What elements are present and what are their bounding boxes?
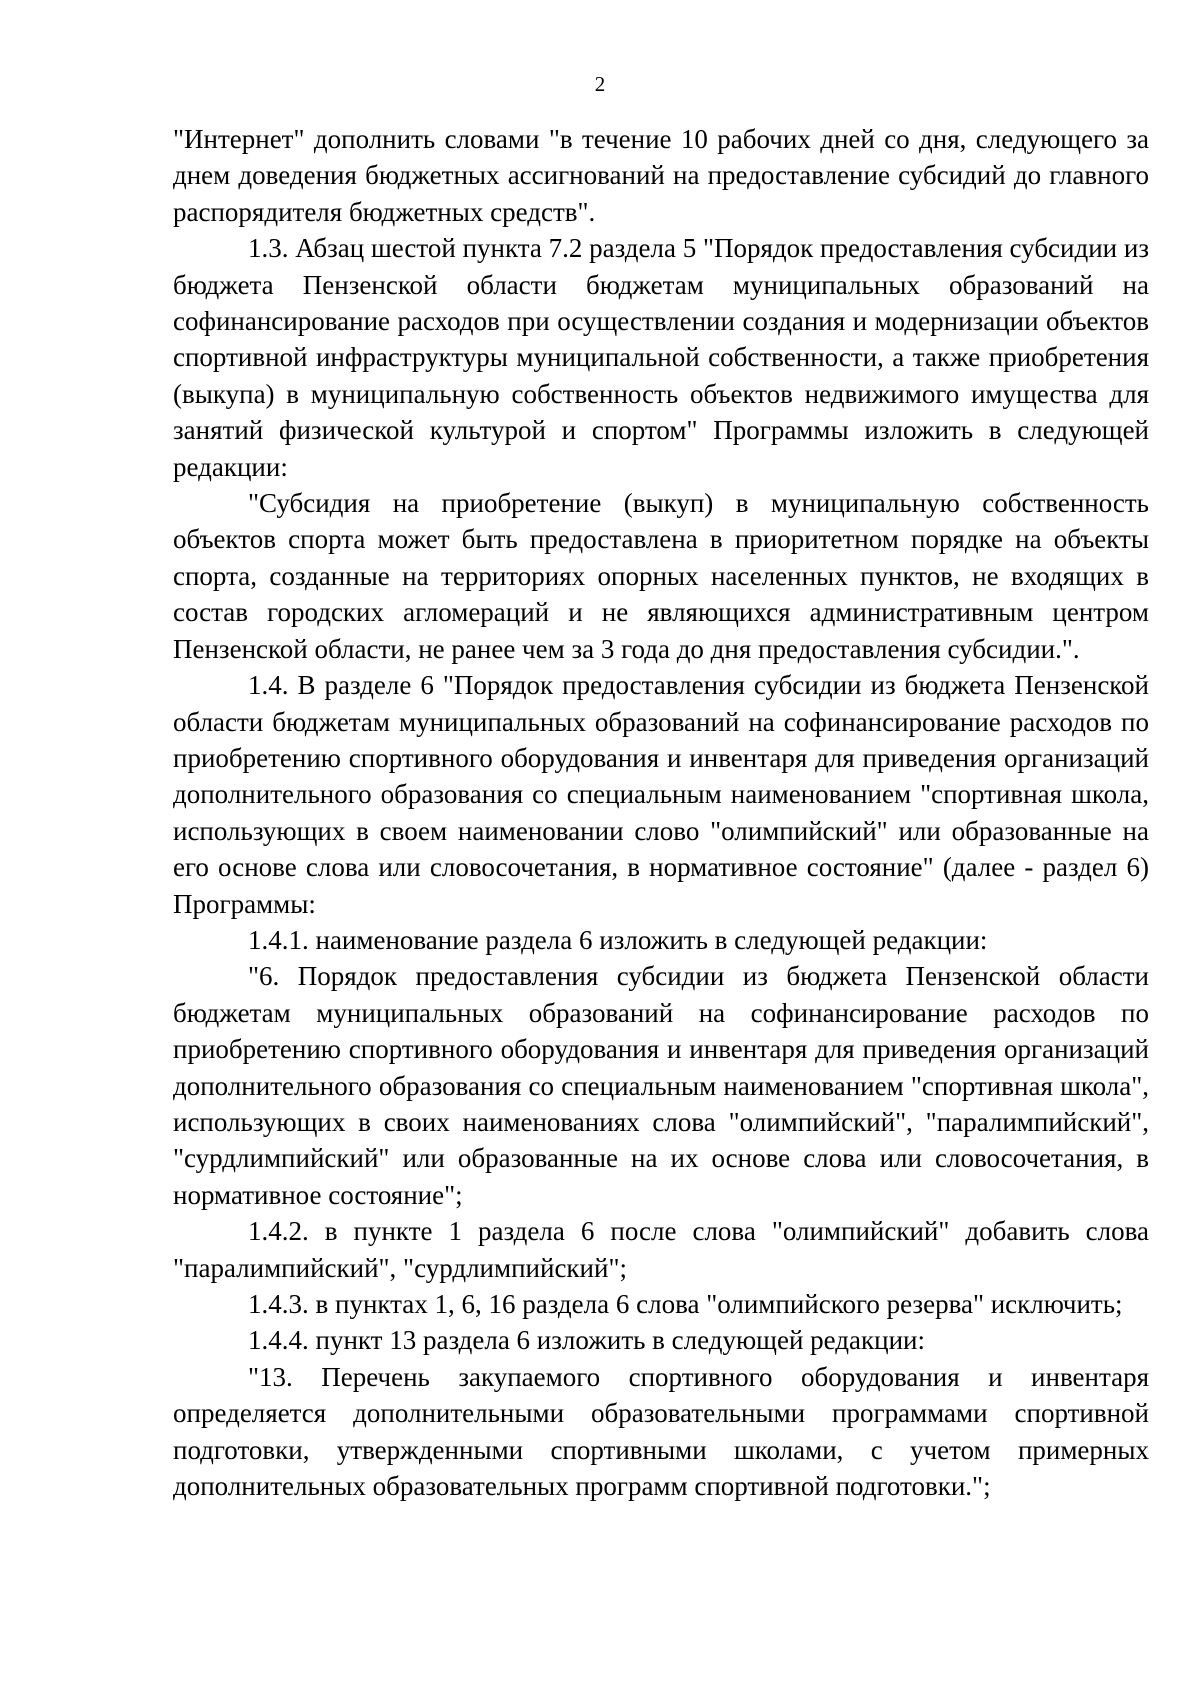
paragraph: "13. Перечень закупаемого спортивного оборудования и инвентаря определяется дополнительными образовательными программами спортивной подготовки, утвержденными спортивными школами, с учетом примерных дополнительных образовательных программ спортивной подготовки."; xyxy=(173,1361,1149,1502)
paragraph: 1.4.4. пункт 13 раздела 6 изложить в следующей редакции: xyxy=(248,1325,925,1356)
paragraph: "6. Порядок предоставления субсидии из бюджета Пензенской области бюджетам муниципальных образований на софинансирование расходов по приобретению спортивного оборудования и инвентаря для приведения организаций дополнительного образования со специальным наименованием "спортивная школа", использующих в своих наименованиях слова "олимпийский", "паралимпийский", "сурдлимпийский" или образованные на их основе слова или словосочетания, в нормативное состояние"; xyxy=(173,961,1149,1210)
paragraph: 1.4. В разделе 6 "Порядок предоставления субсидии из бюджета Пензенской области бюджетам муниципальных образований на софинансирование расходов по приобретению спортивного оборудования и инвентаря для приведения организаций дополнительного образования со специальным наименованием "спортивная школа, использующих в своем наименовании слово "олимпийский" или образованные на его основе слова или словосочетания, в нормативное состояние" (далее - раздел 6) Программы: xyxy=(173,670,1149,919)
paragraph: 1.4.1. наименование раздела 6 изложить в следующей редакции: xyxy=(248,924,988,955)
paragraph: "Интернет" дополнить словами "в течение 10 рабочих дней со дня, следующего за днем доведения бюджетных ассигнований на предоставление субсидий до главного распорядителя бюджетных средств". xyxy=(173,124,1149,227)
paragraph: 1.4.3. в пунктах 1, 6, 16 раздела 6 слова "олимпийского резерва" исключить; xyxy=(248,1289,1123,1319)
page-number: 2 xyxy=(594,72,606,96)
document-body xyxy=(173,121,1149,1504)
paragraph: 1.4.2. в пункте 1 раздела 6 после слова "олимпийский" добавить слова "паралимпийский", "сурдлимпийский"; xyxy=(173,1216,1149,1283)
paragraph: "Субсидия на приобретение (выкуп) в муниципальную собственность объектов спорта может быть предоставлена в приоритетном порядке на объекты спорта, созданные на территориях опорных населенных пунктов, не входящих в состав городских агломераций и не являющихся административным центром Пензенской области, не ранее чем за 3 года до дня предоставления субсидии.". xyxy=(173,488,1149,664)
paragraph: 1.3. Абзац шестой пункта 7.2 раздела 5 "Порядок предоставления субсидии из бюджета Пензенской области бюджетам муниципальных образований на софинансирование расходов при осуществлении создания и модернизации объектов спортивной инфраструктуры муниципальной собственности, а также приобретения (выкупа) в муниципальную собственность объектов недвижимого имущества для занятий физической культурой и спортом" Программы изложить в следующей редакции: xyxy=(173,233,1149,482)
